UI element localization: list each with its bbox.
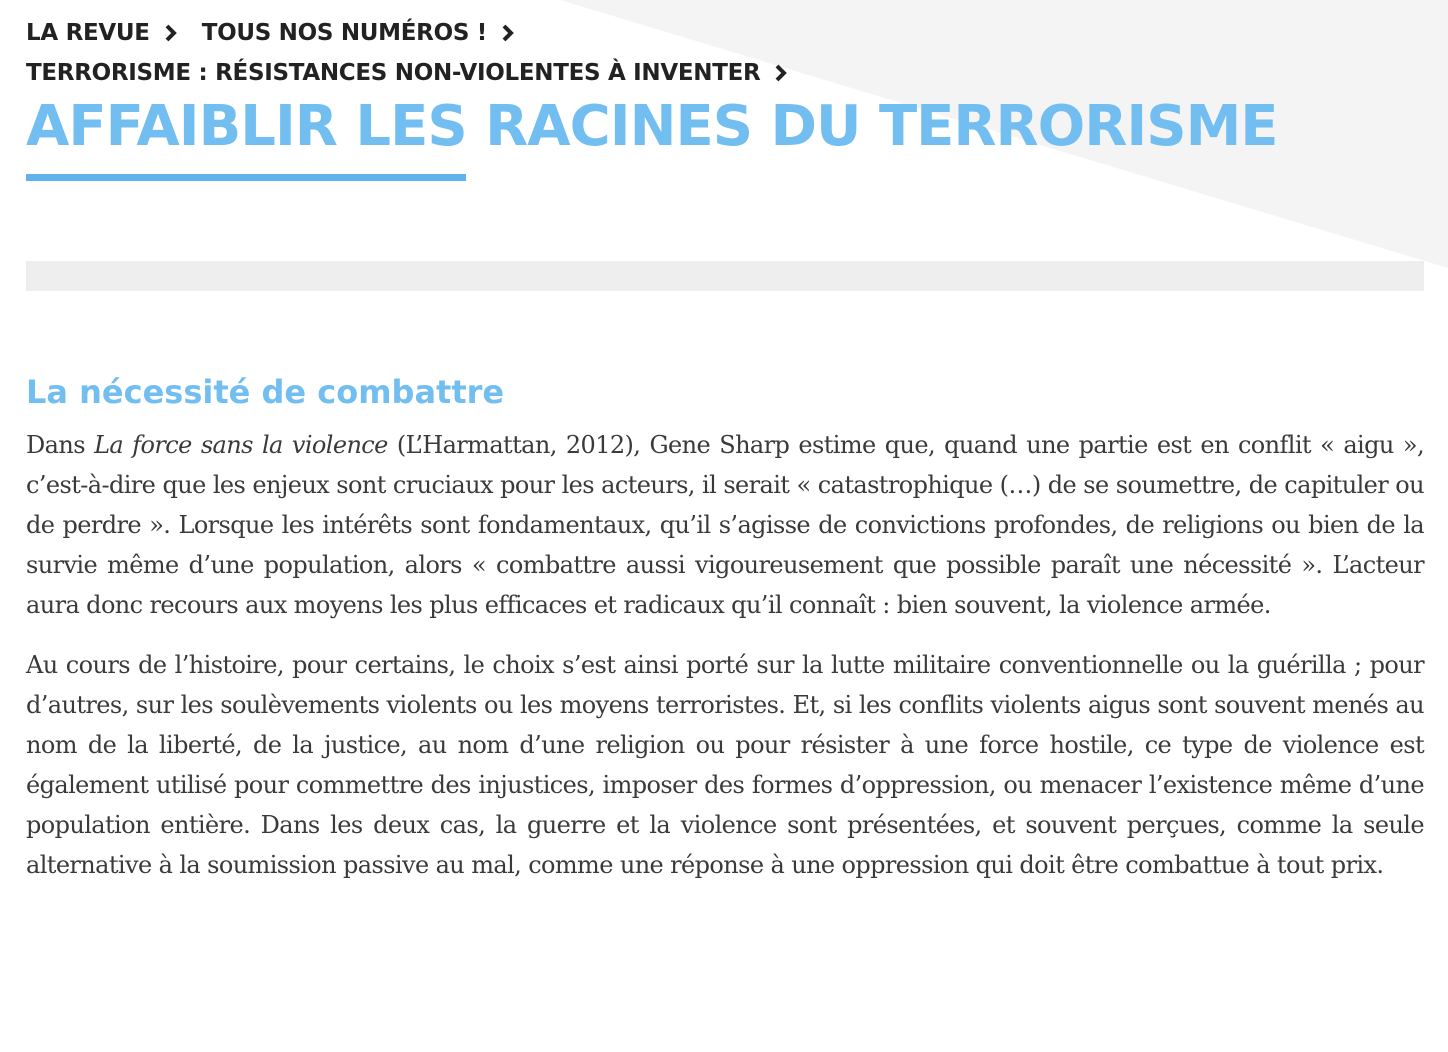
paragraph	[26, 425, 1424, 625]
article-body	[26, 369, 1424, 885]
breadcrumb	[26, 0, 1424, 92]
breadcrumb-label: TOUS NOS NUMÉROS !	[201, 20, 487, 46]
paragraph-text: Dans	[26, 431, 95, 459]
breadcrumb-link-tous-nos-numeros[interactable]	[202, 20, 487, 46]
page-title: AFFAIBLIR LES RACINES DU TERRORISME	[26, 94, 1278, 159]
breadcrumb-label: LA REVUE	[26, 20, 150, 46]
chevron-right-icon	[774, 64, 788, 82]
section-heading: La nécessité de combattre	[26, 373, 505, 411]
breadcrumb-label: TERRORISME : RÉSISTANCES NON-VIOLENTES À INVENTER	[26, 60, 761, 86]
title-underline	[26, 174, 466, 181]
paragraph: Au cours de l’histoire, pour certains, le choix s’est ainsi porté sur la lutte militaire conventionnelle ou la guérilla ; pour d’autres, sur les soulèvements violents ou les moyens terroristes. Et, si les conflits violents aigus sont souvent menés au nom de la liberté, de la justice, au nom d’une religion ou pour résister à une force hostile, ce type de violence est également utilisé pour commettre des injustices, imposer des formes d’oppression, ou menacer l’existence même d’une population entière. Dans les deux cas, la guerre et la violence sont présentées, et souvent perçues, comme la seule alternative à la soumission passive au mal, comme une réponse à une oppression qui doit être combattue à tout prix.	[26, 651, 1424, 879]
divider-bar	[26, 261, 1424, 291]
breadcrumb-line-2	[26, 54, 1424, 92]
breadcrumb-line-1	[26, 14, 1424, 52]
book-title: La force sans la violence	[94, 431, 388, 459]
chevron-right-icon	[164, 24, 178, 42]
paragraph-text: (L’Harmattan, 2012), Gene Sharp estime que, quand une partie est en conflit « aigu », c’est-à-dire que les enjeux sont cruciaux pour les acteurs, il serait « catastrophique (…) de se soumettre, de capituler ou de perdre ». Lorsque les intérêts sont fondamentaux, qu’il s’agisse de convictions profondes, de religions ou bien de la survie même d’une population, alors « combattre aussi vigoureusement que possible paraît une nécessité ». L’acteur aura donc recours aux moyens les plus efficaces et radicaux qu’il connaît : bien souvent, la violence armée.	[26, 431, 1424, 619]
breadcrumb-link-la-revue[interactable]	[26, 20, 150, 46]
chevron-right-icon	[501, 24, 515, 42]
breadcrumb-link-issue[interactable]	[26, 60, 760, 86]
